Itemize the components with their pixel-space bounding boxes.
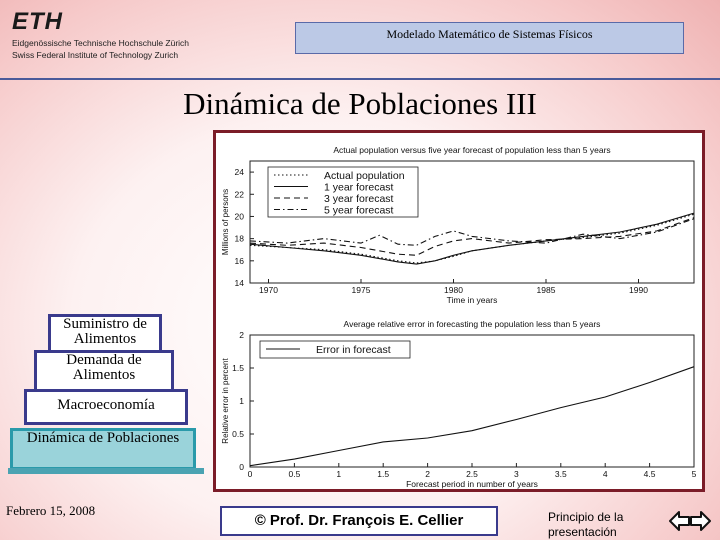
chart-2-y-tick-label: 1.5 bbox=[232, 363, 244, 373]
slide-date: Febrero 15, 2008 bbox=[6, 503, 96, 518]
chart-2-x-tick-label: 3 bbox=[514, 469, 519, 479]
chart-1-legend-label: 3 year forecast bbox=[324, 193, 394, 205]
chart-2-x-tick-label: 0 bbox=[247, 469, 253, 479]
chart-1-x-tick-label: 1990 bbox=[629, 285, 648, 295]
copyright-box: © Prof. Dr. François E. Cellier bbox=[220, 506, 498, 536]
chart-2-y-tick-label: 0.5 bbox=[232, 429, 244, 439]
chart-canvas bbox=[216, 133, 702, 489]
back-arrow-icon[interactable] bbox=[670, 512, 689, 530]
chart-2-x-tick-label: 2.5 bbox=[466, 469, 478, 479]
logo-subtitle-english: Swiss Federal Institute of Technology Zurich bbox=[12, 50, 179, 60]
chart-2-x-tick-label: 4.5 bbox=[643, 469, 656, 479]
chart-2-x-tick-label: 4 bbox=[602, 469, 608, 479]
chart-1-x-axis-label: Time in years bbox=[446, 295, 498, 305]
forward-arrow-icon[interactable] bbox=[691, 512, 710, 530]
chart-2-x-tick-label: 5 bbox=[691, 469, 697, 479]
chart-1-y-tick-label: 24 bbox=[234, 167, 244, 178]
chart-2-series-line-1 bbox=[250, 367, 694, 466]
chart-1-y-axis-label: Millions of persons bbox=[221, 188, 230, 256]
chart-figure bbox=[213, 130, 705, 492]
stack-block-food-demand: Demanda de Alimentos bbox=[34, 350, 174, 392]
logo-subtitle-german: Eidgenössische Technische Hochschule Zürich bbox=[12, 38, 190, 48]
chart-1-title: Actual population versus five year forecast of population less than 5 years bbox=[333, 145, 611, 155]
chart-2-title: Average relative error in forecasting the population less than 5 years bbox=[343, 319, 601, 329]
slide-title: Dinámica de Poblaciones III bbox=[183, 86, 537, 121]
start-of-presentation-link[interactable]: Principio de la presentación bbox=[548, 510, 624, 539]
chart-1-x-tick-label: 1980 bbox=[444, 285, 463, 295]
chart-1-y-tick-label: 20 bbox=[234, 211, 244, 222]
chart-1-y-tick-label: 22 bbox=[234, 189, 244, 200]
chart-1-legend-label: 1 year forecast bbox=[324, 181, 394, 194]
chart-1-y-tick-label: 16 bbox=[234, 255, 244, 266]
stack-block-population-dynamics: Dinámica de Poblaciones bbox=[10, 428, 196, 470]
chart-1-x-tick-label: 1985 bbox=[536, 285, 556, 295]
chart-2-x-tick-label: 1.5 bbox=[377, 469, 390, 479]
chart-2-y-tick-label: 1 bbox=[239, 396, 244, 406]
navigation-arrows[interactable] bbox=[668, 508, 712, 534]
chart-1-y-tick-label: 18 bbox=[234, 233, 244, 244]
stack-base bbox=[8, 468, 204, 474]
chart-1-legend-label: Actual population bbox=[324, 170, 405, 182]
chart-2-y-tick-label: 2 bbox=[239, 330, 244, 340]
chart-1-x-tick-label: 1970 bbox=[259, 285, 278, 295]
chart-1-x-tick-label: 1975 bbox=[351, 285, 371, 295]
stack-block-food-supply: Suministro de Alimentos bbox=[48, 314, 162, 354]
chart-2-legend-label: Error in forecast bbox=[316, 344, 391, 356]
chart-2-x-tick-label: 0.5 bbox=[288, 469, 301, 479]
chart-2-x-tick-label: 3.5 bbox=[554, 469, 567, 479]
stack-block-macroeconomy: Macroeconomía bbox=[24, 389, 188, 425]
chart-1-y-tick-label: 14 bbox=[234, 278, 244, 288]
chart-2-y-tick-label: 0 bbox=[239, 462, 244, 472]
chart-2-x-tick-label: 2 bbox=[425, 469, 430, 479]
course-title-box: Modelado Matemático de Sistemas Físicos bbox=[295, 22, 684, 54]
chart-2-x-axis-label: Forecast period in number of years bbox=[406, 479, 538, 489]
eth-logo: ETH bbox=[12, 8, 63, 35]
chart-2-y-axis-label: Relative error in percent bbox=[221, 358, 230, 444]
header-divider bbox=[0, 78, 720, 80]
chart-1-legend-label: 5 year forecast bbox=[324, 204, 394, 217]
chart-2-x-tick-label: 1 bbox=[336, 469, 342, 479]
